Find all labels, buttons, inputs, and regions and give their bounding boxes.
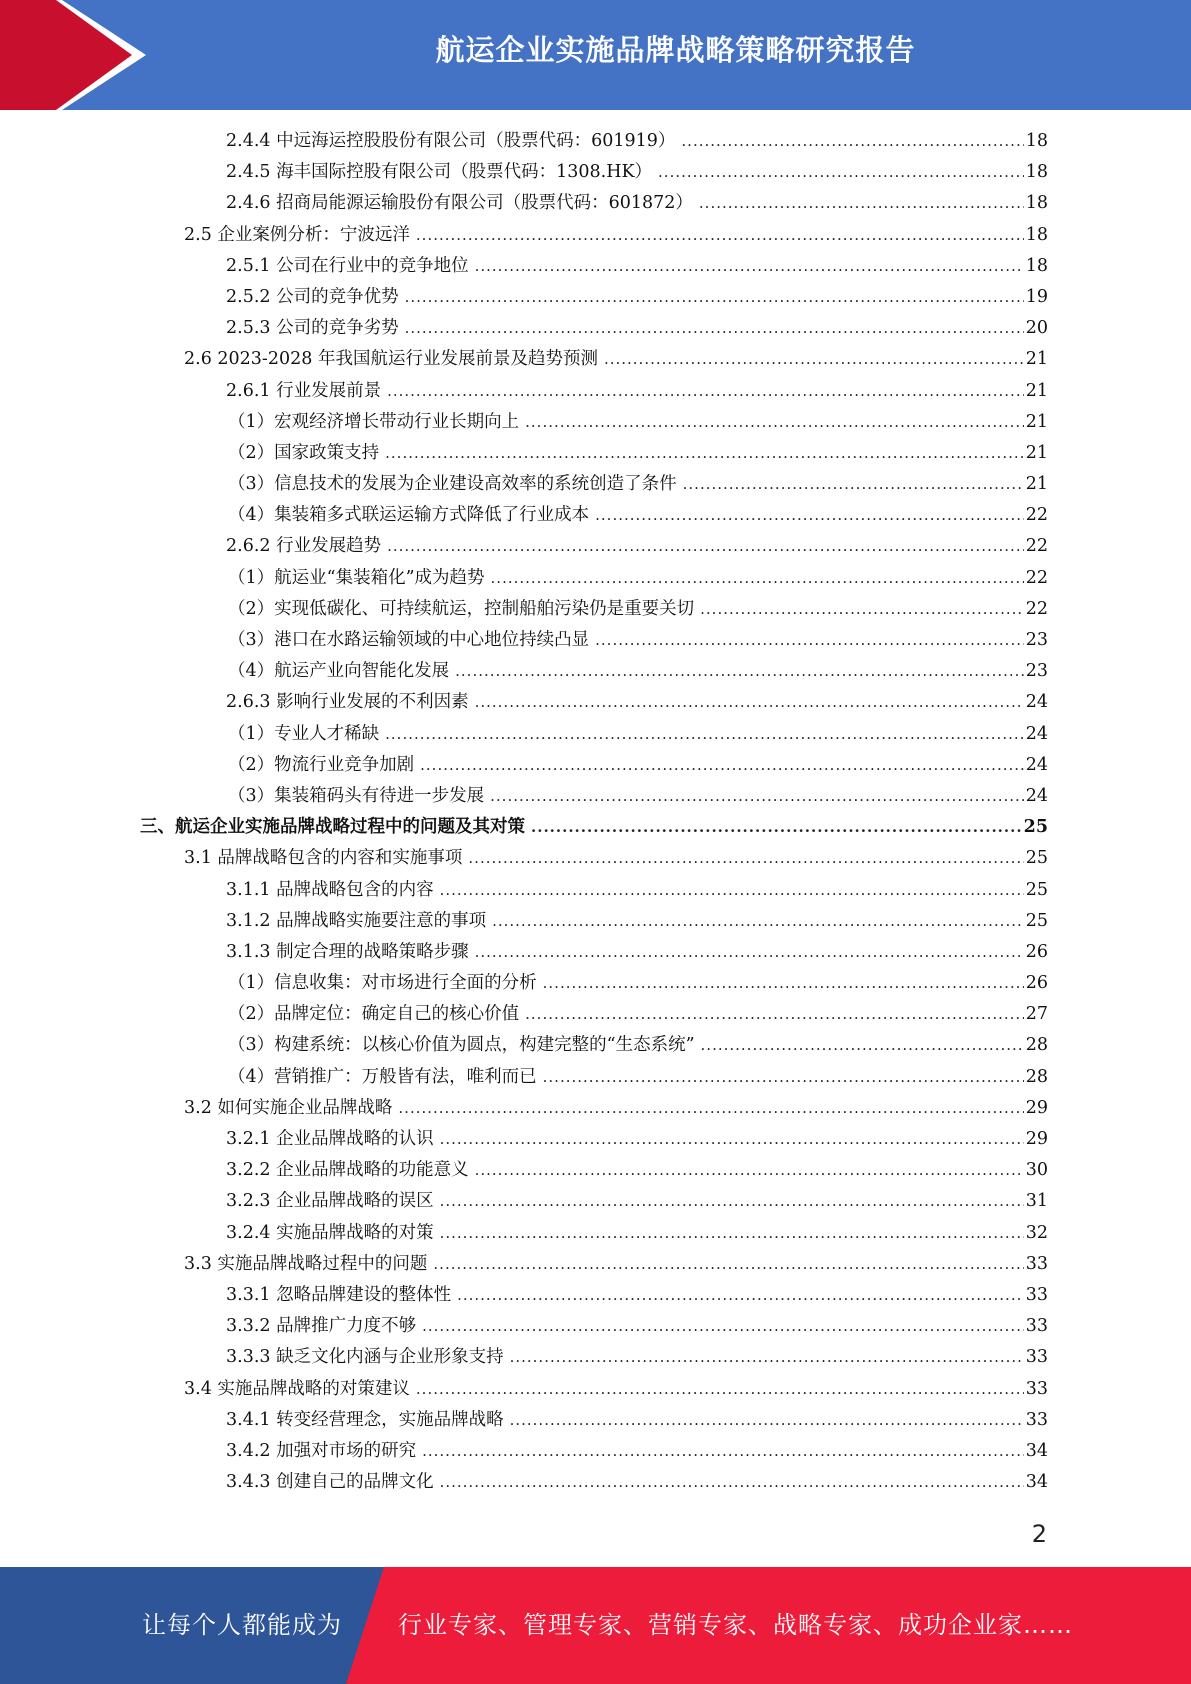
toc-dot-leader [457, 1286, 1024, 1304]
toc-entry-page: 32 [1025, 1222, 1048, 1243]
toc-entry-page: 25 [1025, 910, 1048, 931]
toc-entry[interactable] [140, 408, 1048, 439]
toc-entry[interactable] [140, 595, 1048, 626]
toc-dot-leader [387, 382, 1024, 400]
toc-entry-page: 33 [1025, 1284, 1048, 1305]
toc-dot-leader [385, 725, 1024, 743]
toc-entry-page: 18 [1025, 162, 1048, 183]
toc-entry-title: （1）航运业“集装箱化”成为趋势 [228, 567, 485, 588]
toc-entry-page: 30 [1025, 1160, 1048, 1181]
toc-entry-page: 18 [1025, 193, 1048, 214]
toc-entry[interactable] [140, 1468, 1048, 1499]
toc-entry-page: 33 [1025, 1253, 1048, 1274]
toc-entry-page: 29 [1025, 1129, 1048, 1149]
toc-entry[interactable] [140, 564, 1048, 595]
toc-entry-page: 18 [1025, 224, 1048, 245]
toc-entry-page: 34 [1025, 1472, 1048, 1493]
toc-entry[interactable] [140, 439, 1048, 470]
toc-dot-leader [398, 1099, 1023, 1117]
toc-entry-page: 26 [1025, 973, 1048, 994]
toc-entry-page: 34 [1025, 1440, 1048, 1461]
toc-entry-title: 3.4.2 加强对市场的研究 [226, 1440, 417, 1461]
toc-entry-page: 21 [1025, 474, 1048, 495]
toc-dot-leader [440, 1473, 1024, 1491]
toc-entry-title: 3.4.1 转变经营理念，实施品牌战略 [226, 1409, 504, 1430]
toc-entry-page: 33 [1025, 1347, 1048, 1368]
toc-dot-leader [475, 257, 1024, 275]
toc-entry-title: （1）专业人才稀缺 [228, 723, 380, 744]
toc-dot-leader [700, 600, 1024, 618]
toc-entry-title: 2.5 企业案例分析：宁波远洋 [184, 224, 410, 245]
toc-dot-leader [433, 1255, 1023, 1273]
toc-dot-leader [604, 350, 1024, 368]
toc-entry-page: 21 [1025, 442, 1048, 463]
toc-entry-title: 2.5.1 公司在行业中的竞争地位 [226, 255, 469, 276]
toc-entry-page: 19 [1025, 286, 1048, 307]
toc-entry-title: （2）物流行业竞争加剧 [228, 754, 415, 775]
toc-entry-title: 3.1.2 品牌战略实施要注意的事项 [226, 910, 487, 931]
toc-entry-title: 3.2.3 企业品牌战略的误区 [226, 1191, 434, 1212]
toc-entry-title: 3.4.3 创建自己的品牌文化 [226, 1472, 434, 1493]
toc-dot-leader [699, 194, 1024, 212]
toc-entry[interactable] [140, 1063, 1048, 1094]
toc-entry-page: 21 [1025, 380, 1048, 401]
toc-entry[interactable] [140, 189, 1048, 220]
toc-entry[interactable] [140, 969, 1048, 1000]
toc-entry-title: 3.2 如何实施企业品牌战略 [184, 1097, 393, 1118]
toc-entry[interactable] [140, 158, 1048, 189]
page-header [0, 0, 1191, 110]
toc-entry-page: 28 [1025, 1066, 1048, 1087]
toc-dot-leader [595, 631, 1024, 649]
toc-dot-leader [420, 756, 1024, 774]
toc-entry[interactable] [140, 938, 1048, 969]
toc-entry-title: （4）航运产业向智能化发展 [228, 661, 450, 682]
toc-dot-leader [422, 1442, 1024, 1460]
toc-entry[interactable] [140, 1437, 1048, 1468]
toc-entry[interactable] [140, 751, 1048, 782]
toc-entry-title: （3）信息技术的发展为企业建设高效率的系统创造了条件 [228, 474, 677, 495]
toc-entry-page: 25 [1025, 879, 1048, 900]
toc-entry-title: 3.1 品牌战略包含的内容和实施事项 [184, 848, 463, 869]
toc-entry-page: 27 [1025, 1004, 1048, 1025]
toc-entry-title: 2.4.5 海丰国际控股有限公司（股票代码：1308.HK） [226, 162, 653, 183]
footer-slogan-right: 行业专家、管理专家、营销专家、战略专家、成功企业家…… [398, 1611, 1073, 1639]
toc-dot-leader [440, 881, 1024, 899]
toc-entry[interactable] [140, 626, 1048, 657]
toc-entry-title: 3.3.2 品牌推广力度不够 [226, 1316, 417, 1337]
toc-entry[interactable] [140, 345, 1048, 376]
toc-entry[interactable] [140, 252, 1048, 283]
toc-entry-title: 2.6.1 行业发展前景 [226, 380, 382, 401]
toc-entry[interactable] [140, 283, 1048, 314]
toc-entry-page: 33 [1025, 1409, 1048, 1430]
toc-entry[interactable] [140, 782, 1048, 813]
toc-entry[interactable] [140, 907, 1048, 938]
page-footer [0, 1567, 1191, 1684]
toc-dot-leader [683, 475, 1024, 493]
toc-entry-title: 3.3.1 忽略品牌建设的整体性 [226, 1284, 452, 1305]
toc-entry-title: （3）港口在水路运输领域的中心地位持续凸显 [228, 630, 590, 650]
toc-entry-page: 24 [1025, 723, 1048, 744]
toc-entry[interactable] [140, 1156, 1048, 1187]
toc-entry[interactable] [140, 501, 1048, 532]
toc-entry-page: 33 [1025, 1378, 1048, 1399]
toc-entry-title: 2.4.6 招商局能源运输股份有限公司（股票代码：601872） [226, 193, 693, 214]
toc-entry-page: 18 [1025, 255, 1048, 276]
toc-entry-title: 2.5.3 公司的竞争劣势 [226, 318, 399, 339]
toc-dot-leader [422, 1317, 1024, 1335]
toc-entry-title: （3）集装箱码头有待进一步发展 [228, 785, 485, 806]
toc-entry-page: 24 [1025, 692, 1048, 713]
toc-entry[interactable] [140, 657, 1048, 688]
toc-dot-leader [595, 506, 1024, 524]
toc-entry[interactable] [140, 720, 1048, 751]
toc-dot-leader [490, 787, 1024, 805]
document-title: 航运企业实施品牌战略策略研究报告 [435, 33, 916, 67]
toc-dot-leader [475, 943, 1024, 961]
toc-entry[interactable] [140, 844, 1048, 875]
toc-dot-leader [525, 1005, 1024, 1023]
toc-dot-leader [440, 1192, 1024, 1210]
toc-entry[interactable] [140, 221, 1048, 252]
toc-entry[interactable] [140, 377, 1048, 408]
toc-entry[interactable] [140, 1281, 1048, 1312]
toc-entry-page: 22 [1025, 567, 1048, 588]
toc-entry-page: 26 [1025, 941, 1048, 962]
toc-dot-leader [492, 912, 1024, 930]
toc-entry-page: 28 [1025, 1035, 1048, 1056]
toc-entry-title: 3.4 实施品牌战略的对策建议 [184, 1378, 410, 1399]
toc-entry-title: 3.2.4 实施品牌战略的对策 [226, 1222, 434, 1243]
toc-entry-title: （2）国家政策支持 [228, 442, 380, 463]
toc-dot-leader [491, 569, 1024, 587]
toc-entry-title: （4）营销推广：万般皆有法，唯利而已 [228, 1066, 537, 1087]
toc-entry-page: 21 [1025, 349, 1048, 370]
toc-entry[interactable] [140, 1187, 1048, 1218]
toc-dot-leader [475, 693, 1024, 711]
toc-entry-page: 29 [1025, 1097, 1048, 1118]
toc-entry-title: （1）信息收集：对市场进行全面的分析 [228, 973, 537, 994]
toc-entry-title: 2.6.3 影响行业发展的不利因素 [226, 692, 469, 713]
toc-entry-page: 24 [1025, 754, 1048, 775]
toc-entry-title: 3.3.3 缺乏文化内涵与企业形象支持 [226, 1347, 504, 1368]
toc-dot-leader [681, 132, 1023, 150]
toc-entry-title: 3.1.1 品牌战略包含的内容 [226, 879, 434, 900]
toc-entry-page: 22 [1025, 505, 1048, 526]
toc-entry[interactable] [140, 1375, 1048, 1406]
toc-dot-leader [510, 1411, 1024, 1429]
toc-entry-title: （1）宏观经济增长带动行业长期向上 [228, 411, 520, 432]
toc-dot-leader [701, 1036, 1024, 1054]
toc-entry[interactable] [140, 1031, 1048, 1062]
footer-slogan-left: 让每个人都能成为 [142, 1611, 342, 1639]
toc-dot-leader [525, 413, 1024, 431]
toc-entry-page: 22 [1025, 536, 1048, 557]
toc-entry[interactable] [140, 688, 1048, 719]
toc-entry-page: 20 [1025, 318, 1048, 339]
toc-dot-leader [440, 1224, 1024, 1242]
toc-entry[interactable] [140, 1094, 1048, 1125]
toc-entry[interactable] [140, 813, 1048, 844]
toc-entry-title: 三、航运企业实施品牌战略过程中的问题及其对策 [140, 817, 525, 838]
toc-dot-leader [543, 974, 1024, 992]
toc-entry-page: 25 [1025, 848, 1048, 869]
toc-entry-title: （4）集装箱多式联运运输方式降低了行业成本 [228, 505, 590, 526]
toc-entry-page: 31 [1025, 1191, 1048, 1212]
toc-entry-title: 2.5.2 公司的竞争优势 [226, 286, 399, 307]
toc-entry-title: 2.6 2023-2028 年我国航运行业发展前景及趋势预测 [184, 349, 598, 370]
toc-entry[interactable] [140, 470, 1048, 501]
toc-entry[interactable] [140, 1343, 1048, 1374]
toc-dot-leader [416, 226, 1024, 244]
toc-entry-page: 33 [1025, 1316, 1048, 1337]
toc-entry[interactable] [140, 1219, 1048, 1250]
toc-dot-leader [416, 1380, 1024, 1398]
toc-dot-leader [387, 537, 1024, 555]
toc-dot-leader [405, 288, 1024, 306]
toc-dot-leader [405, 319, 1024, 337]
toc-entry[interactable] [140, 314, 1048, 345]
toc-entry-page: 24 [1025, 785, 1048, 806]
toc-entry-title: （3）构建系统：以核心价值为圆点，构建完整的“生态系统” [228, 1035, 695, 1056]
toc-entry[interactable] [140, 1250, 1048, 1281]
toc-dot-leader [455, 662, 1024, 680]
toc-entry[interactable] [140, 876, 1048, 907]
toc-entry-title: 3.2.2 企业品牌战略的功能意义 [226, 1160, 469, 1181]
toc-entry-title: 3.2.1 企业品牌战略的认识 [226, 1129, 434, 1149]
toc-dot-leader [510, 1348, 1024, 1366]
toc-dot-leader [385, 444, 1024, 462]
toc-entry[interactable] [140, 532, 1048, 563]
toc-entry-page: 22 [1025, 598, 1048, 619]
toc-entry[interactable] [140, 1406, 1048, 1437]
toc-dot-leader [658, 163, 1024, 181]
toc-entry-page: 23 [1025, 661, 1048, 682]
toc-entry-title: 3.1.3 制定合理的战略策略步骤 [226, 941, 469, 962]
table-of-contents [140, 127, 1048, 1499]
page-number: 2 [1031, 1520, 1047, 1548]
toc-entry-title: 3.3 实施品牌战略过程中的问题 [184, 1253, 428, 1274]
toc-entry-title: （2）品牌定位：确定自己的核心价值 [228, 1004, 520, 1025]
toc-entry-title: 2.4.4 中远海运控股股份有限公司（股票代码：601919） [226, 131, 676, 151]
toc-entry-title: （2）实现低碳化、可持续航运，控制船舶污染仍是重要关切 [228, 598, 695, 619]
toc-dot-leader [531, 818, 1022, 836]
toc-entry[interactable] [140, 1312, 1048, 1343]
toc-dot-leader [440, 1130, 1024, 1148]
toc-entry-page: 23 [1025, 630, 1048, 650]
toc-entry[interactable] [140, 1125, 1048, 1156]
toc-dot-leader [543, 1068, 1024, 1086]
toc-dot-leader [475, 1161, 1024, 1179]
toc-entry-page: 25 [1023, 817, 1048, 838]
toc-entry-title: 2.6.2 行业发展趋势 [226, 536, 382, 557]
toc-entry[interactable] [140, 127, 1048, 158]
toc-entry-page: 18 [1025, 131, 1048, 151]
toc-dot-leader [468, 849, 1023, 867]
toc-entry-page: 21 [1025, 411, 1048, 432]
toc-entry[interactable] [140, 1000, 1048, 1031]
